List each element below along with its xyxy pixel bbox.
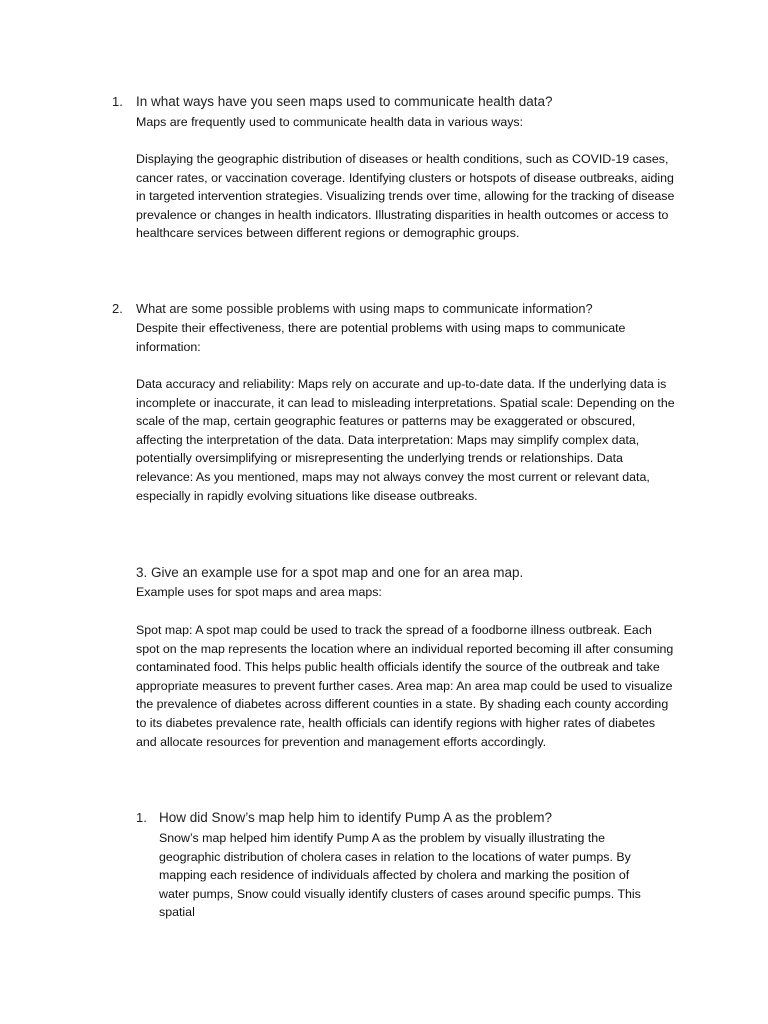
- answer-body: Data accuracy and reliability: Maps rely on accurate and up-to-date data. If the underlying data is incomplete or inaccurate, it can lead to misleading interpretations. Spatial scale: Depending on the scale of the map, certain geographic features or patterns may be exaggerated or obscured, affecting the interpretation of the data. Data interpretation: Maps may simplify complex data, potentially oversimplifying or misrepresenting the underlying trends or relationships. Data relevance: As you mentioned, maps may not always convey the most current or relevant data, especially in rapidly evolving situations like disease outbreaks.: [136, 377, 675, 503]
- answer-body: Displaying the geographic distribution of diseases or health conditions, such as COVID-19 cases, cancer rates, or vaccination coverage. Identifying clusters or hotspots of disease outbreaks, aiding in targeted intervention strategies. Visualizing trends over time, allowing for the tracking of disease prevalence or changes in health indicators. Illustrating disparities in health outcomes or access to healthcare services between different regions or demographic groups.: [136, 152, 675, 241]
- item-number: 1.: [136, 810, 147, 825]
- question-heading: What are some possible problems with using maps to communicate information?: [136, 301, 593, 316]
- question-heading: In what ways have you seen maps used to communicate health data?: [136, 94, 553, 109]
- answer-body: Spot map: A spot map could be used to track the spread of a foodborne illness outbreak. Each spot on the map represents the location where an individual reported becoming ill after consuming contaminated food. This helps public health officials identify the source of the outbreak and take appropriate measures to prevent further cases. Area map: An area map could be used to visualize the prevalence of diabetes across different counties in a state. By shading each county according to its diabetes prevalence rate, health officials can identify regions with higher rates of diabetes and allocate resources for prevention and management efforts accordingly.: [136, 623, 674, 749]
- item-number: 1.: [112, 94, 123, 109]
- answer-intro: Example uses for spot maps and area maps:: [136, 585, 382, 599]
- answer-intro: Despite their effectiveness, there are potential problems with using maps to communicate information:: [136, 321, 626, 354]
- item-number: 2.: [112, 301, 123, 316]
- answer-intro: Maps are frequently used to communicate health data in various ways:: [136, 115, 524, 129]
- question-heading: How did Snow’s map help him to identify Pump A as the problem?: [159, 810, 552, 825]
- question-heading: 3. Give an example use for a spot map and one for an area map.: [136, 565, 524, 580]
- answer-body: Snow’s map helped him identify Pump A as the problem by visually illustrating the geographic distribution of cholera cases in relation to the locations of water pumps. By mapping each residence of individuals affected by cholera and marking the position of water pumps, Snow could visually identify clusters of cases around specific pumps. This spatial: [159, 831, 641, 920]
